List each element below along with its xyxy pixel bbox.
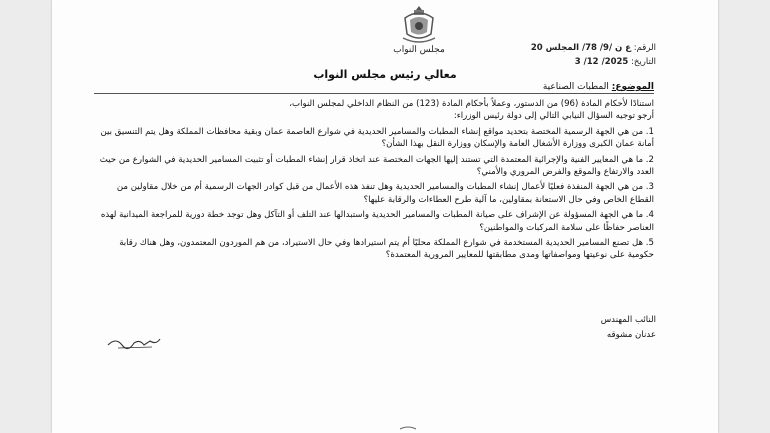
letter-page xyxy=(52,0,718,433)
addressee: معالي رئيس مجلس النواب xyxy=(313,68,457,81)
reference-date-row xyxy=(531,55,656,69)
signature-name: عدنان مشوقه xyxy=(606,330,656,340)
question-4: 4. ما هي الجهة المسؤولة عن الإشراف على صيانة المطبات والمسامير الحديدية واستبدالها عند التلف أو التآكل وهل توجد خطة دورية للمراجعة الميدانية لهذه العناصر حفاظًا على سلامة المركبات والمواطنين؟ xyxy=(100,210,654,233)
signature-block xyxy=(601,313,656,343)
reference-number-row xyxy=(531,41,656,55)
question-3: 3. من هي الجهة المنفذة فعليًا لأعمال إنشاء المطبات والمسامير الحديدية وهل تنفذ هذه الأعمال من قبل كوادر الجهات الرسمية أم من خلال مقاولين من القطاع الخاص وفي حال الاستعانة بمقاولين، ما آلية طرح العطاءات والرقابة عليها؟ xyxy=(116,182,654,205)
footer-mark xyxy=(398,425,418,431)
question-5: 5. هل تصنع المسامير الحديدية المستخدمة في شوارع المملكة محليًا أم يتم استيرادها وفي حال الاستيراد، من هم الموردون المعتمدون، وهل هناك رقابة حكومية على نوعيتها ومواصفاتها ومدى مطابقتها للمعايير المرورية المعتمدة؟ xyxy=(119,238,654,261)
jordan-coat-of-arms-icon xyxy=(400,4,438,44)
handwritten-signature xyxy=(104,333,164,351)
subject-value: المطبات الصناعية xyxy=(542,82,609,92)
body-request: أرجو توجيه السؤال النيابي التالي إلى دولة رئيس الوزراء: xyxy=(453,111,654,122)
reference-date-value: 2025/ 12/ 3 xyxy=(574,57,629,67)
question-2: 2. ما هي المعايير الفنية والإجرائية المعتمدة التي تستند إليها الجهات المختصة عند اتخاذ قرار إنشاء المطبات أو تثبيت المسامير الحديدية في الشوارع من حيث العدد والارتفاع والموقع والفرض المروري والأمني؟ xyxy=(99,154,654,178)
reference-number-label: الرقم: xyxy=(633,43,656,53)
reference-date-label: التاريخ: xyxy=(631,57,656,67)
letter-body xyxy=(94,98,654,262)
subject-line xyxy=(94,82,654,94)
question-1: 1. من هي الجهة الرسمية المختصة بتحديد مواقع إنشاء المطبات والمسامير الحديدية في شوارع العاصمة عمان وبقية محافظات المملكة وهل يتم التنسيق بين أمانة عمان الكبرى ووزارة الأشغال العامة والإسكان ووزارة النقل بهذا الشأن؟ xyxy=(100,126,654,150)
body-opening: استنادًا لأحكام المادة (96) من الدستور، وعملاً بأحكام المادة (123) من النظام الداخلي لمجلس النواب، xyxy=(289,99,654,109)
reference-block xyxy=(531,41,656,69)
signature-title: النائب المهندس xyxy=(600,315,656,325)
reference-number-value: ع ن /9/ 78/ المجلس 20 xyxy=(530,43,632,53)
emblem-caption: مجلس النواب xyxy=(393,45,445,55)
subject-label: الموضوع: xyxy=(611,82,654,92)
